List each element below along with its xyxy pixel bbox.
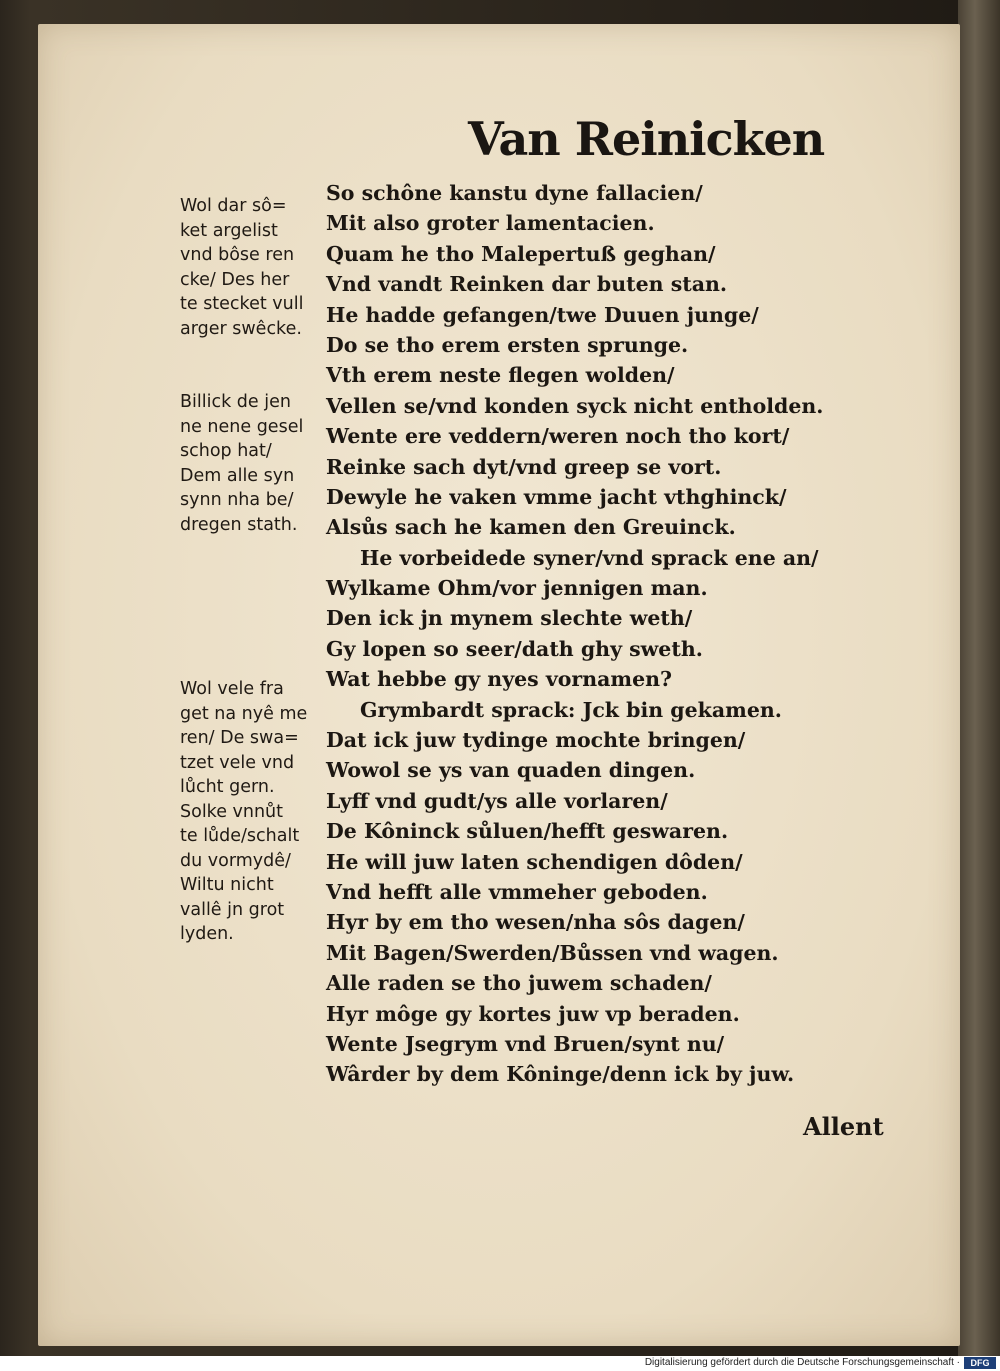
verse-line: Hyr môge gy kortes juw vp beraden.	[326, 1001, 740, 1026]
margin-note-line: te stecket vull	[180, 294, 304, 314]
margin-note-line: tzet vele vnd	[180, 752, 295, 773]
verse-line: Dewyle he vaken vmme jacht vthghinck/	[326, 484, 787, 509]
verse-block	[326, 178, 866, 1090]
margin-note-line: vallê jn grot	[180, 899, 285, 920]
verse-line: Dat ick juw tydinge mochte bringen/	[326, 728, 746, 753]
verse-line: Wylkame Ohm/vor jennigen man.	[326, 576, 708, 601]
verse-line: Wente ere veddern/weren noch tho kort/	[326, 424, 790, 449]
verse-line: Wowol se ys van quaden dingen.	[326, 758, 696, 783]
verse-line: So schône kanstu dyne fallacien/	[326, 181, 703, 205]
margin-note-3	[180, 677, 330, 947]
verse-line: Mit also groter lamentacien.	[326, 211, 655, 236]
verse-line: Grymbardt sprack: Jck bin gekamen.	[360, 697, 782, 722]
margin-note-line: Solke vnnůt	[180, 801, 284, 822]
footer-credit: Digitalisierung gefördert durch die Deutsche Forschungsgemeinschaft ·	[644, 1357, 960, 1368]
margin-note-line: te lůde/schalt	[180, 826, 300, 846]
running-title: Van Reinicken	[468, 112, 825, 166]
verse-line: Den ick jn mynem slechte weth/	[326, 606, 693, 631]
verse-line: Alsůs sach he kamen den Greuinck.	[326, 515, 736, 540]
verse-line: Wente Jsegrym vnd Bruen/synt nu/	[326, 1031, 725, 1056]
verse-line: Vnd vandt Reinken dar buten stan.	[326, 272, 728, 297]
margin-note-line: lůcht gern.	[180, 777, 275, 797]
margin-note-line: Wol dar sô=	[180, 196, 287, 216]
verse-line: Wat hebbe gy nyes vornamen?	[326, 667, 673, 692]
verse-line: Vth erem neste flegen wolden/	[326, 363, 675, 388]
margin-note-1	[180, 194, 330, 341]
margin-note-line: ket argelist	[180, 220, 278, 241]
margin-note-line: Wiltu nicht	[180, 875, 274, 895]
margin-note-line: du vormydê/	[180, 850, 291, 871]
margin-note-line: cke/ Des her	[180, 269, 290, 290]
margin-note-line: Dem alle syn	[180, 465, 295, 486]
margin-note-line: lyden.	[180, 924, 234, 944]
margin-note-line: ne nene gesel	[180, 416, 304, 437]
margin-note-2	[180, 390, 330, 537]
margin-note-line: Billick de jen	[180, 392, 291, 412]
margin-note-line: get na nyê me	[180, 703, 308, 724]
verse-line: Gy lopen so seer/dath ghy sweth.	[326, 636, 703, 661]
verse-line: He will juw laten schendigen dôden/	[326, 849, 743, 874]
verse-line: Mit Bagen/Swerden/Bůssen vnd wagen.	[326, 940, 779, 965]
verse-line: Lyff vnd gudt/ys alle vorlaren/	[326, 788, 668, 813]
verse-line: Wârder by dem Kôninge/denn ick by juw.	[326, 1062, 795, 1087]
verse-line: Vellen se/vnd konden syck nicht entholden.	[326, 393, 824, 418]
verse-line: He hadde gefangen/twe Duuen junge/	[326, 302, 759, 327]
margin-note-line: synn nha be/	[180, 490, 294, 510]
dfg-logo: DFG	[964, 1357, 996, 1369]
margin-note-line: ren/ De swa=	[180, 728, 299, 748]
margin-note-line: dregen stath.	[180, 514, 298, 535]
verse-line: De Kôninck sůluen/hefft geswaren.	[326, 819, 729, 844]
margin-note-line: arger swêcke.	[180, 318, 302, 339]
verse-line: Alle raden se tho juwem schaden/	[326, 971, 712, 996]
catchword: Allent	[803, 1112, 884, 1141]
verse-line: Do se tho erem ersten sprunge.	[326, 332, 689, 357]
verse-line: Vnd hefft alle vmmeher geboden.	[326, 879, 708, 904]
book-cover-edge	[958, 0, 1000, 1356]
margin-note-line: Wol vele fra	[180, 679, 284, 699]
verse-line: Reinke sach dyt/vnd greep se vort.	[326, 454, 722, 479]
margin-note-line: schop hat/	[180, 441, 272, 461]
verse-line: Quam he tho Malepertuß geghan/	[326, 241, 716, 266]
margin-note-line: vnd bôse ren	[180, 245, 295, 265]
verse-line: He vorbeidede syner/vnd sprack ene an/	[360, 545, 819, 570]
verse-line: Hyr by em tho wesen/nha sôs dagen/	[326, 910, 745, 935]
